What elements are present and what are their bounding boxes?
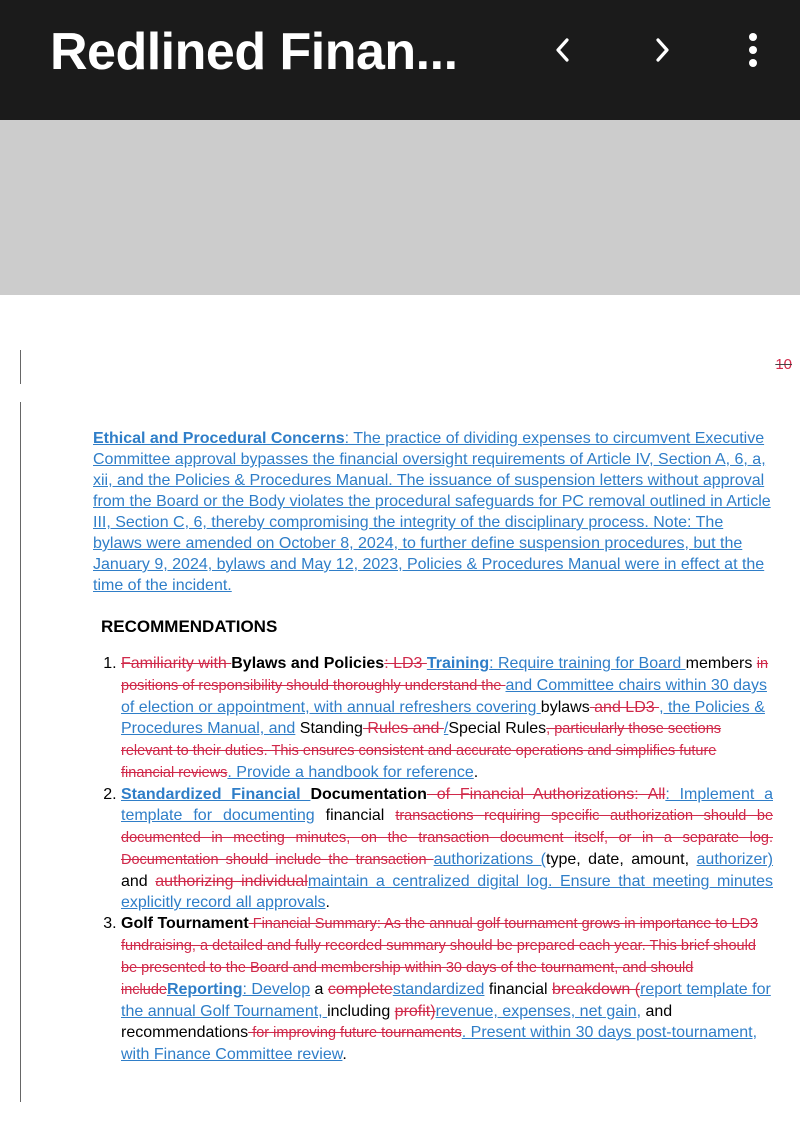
deleted-text: Rules and — [362, 720, 444, 737]
concerns-body: : The practice of dividing expenses to circumvent Executive Committee approval bypasses the financial oversight requirements of Article IV, Section A, 6, a, xii, and the Policies & Procedures Manual. The issuance of suspension letters without approval from the Board or the Body violates the procedural safeguards for PC removal outlined in Article III, Section C, 6, thereby compromising the integrity of the disciplinary process. Note: The bylaws were amended on October 8, 2024, to further define suspension procedures, but the January 9, 2024, bylaws and May 12, 2023, Policies & Procedures Manual were in effect at the time of the incident. — [93, 430, 771, 594]
deleted-text: : LD3 — [384, 655, 427, 672]
change-bar-main — [20, 402, 21, 1102]
recommendation-item-1 — [121, 653, 773, 784]
recommendations-heading: RECOMMENDATIONS — [101, 617, 278, 636]
text: including — [327, 1003, 395, 1020]
chevron-left-icon — [553, 36, 573, 64]
text: and recommendations — [121, 1003, 673, 1041]
next-page-button[interactable] — [642, 28, 682, 72]
change-bar-top — [20, 350, 21, 384]
deleted-text: authorizing individual — [155, 873, 308, 890]
inserted-text: and Committee chairs within 30 days of election or appointment, with annual refreshers covering — [121, 677, 767, 716]
item1-heading: Bylaws and Policies — [231, 655, 385, 672]
inserted-text: report template for the annual Golf Tournament, — [121, 981, 771, 1020]
inserted-text: revenue, expenses, net gain, — [435, 1003, 642, 1020]
inserted-text: authorizations ( — [433, 851, 547, 868]
inserted-text: standardized — [392, 981, 485, 998]
deleted-text: Familiarity with — [121, 655, 232, 672]
deleted-text: transactions requiring specific authorization should be documented in meeting minutes, on the transaction document itself, or in a separate log. Documentation should include the transaction — [121, 808, 774, 868]
text: . — [473, 764, 479, 781]
inserted-heading: Training — [426, 655, 490, 672]
app-header — [0, 0, 800, 120]
inserted-text: maintain a centralized digital log. Ensure that meeting minutes explicitly record all approvals — [121, 873, 773, 911]
text: . — [342, 1046, 347, 1063]
document-body — [93, 428, 773, 1065]
deleted-text: profit) — [394, 1003, 436, 1020]
more-options-button[interactable] — [733, 28, 773, 72]
deleted-text: in positions of responsibility should thoroughly understand the — [121, 656, 769, 694]
deleted-text: breakdown ( — [552, 981, 641, 998]
text: financial — [314, 807, 396, 824]
inserted-text: / — [443, 720, 449, 737]
inserted-text: : Require training for Board — [489, 655, 686, 672]
text: type, date, amount, — [546, 851, 697, 868]
previous-page-button[interactable] — [543, 28, 583, 72]
text: . — [325, 894, 330, 911]
inserted-text: : Implement a template for documenting — [121, 786, 773, 824]
inserted-text: : Develop — [242, 981, 311, 998]
inserted-heading: Reporting — [166, 981, 243, 998]
text: financial — [484, 981, 553, 998]
recommendation-item-3 — [121, 913, 773, 1065]
text: members — [685, 655, 757, 672]
page-number: 10 — [775, 356, 792, 373]
deleted-text: and LD3 — [589, 699, 660, 716]
document-title: Redlined Finan... — [50, 23, 458, 81]
deleted-text: , particularly those sections relevant to their duties. This ensures consistent and accurate operations and simplifies future financial reviews — [121, 721, 722, 781]
inserted-text: authorizer) — [696, 851, 774, 868]
deleted-text: Financial Summary: As the annual golf tournament grows in importance to LD3 fundraising, a detailed and fully recorded summary should be prepared each year. This brief should be presented to the Board and membership within 30 days of the tournament, and should include — [121, 916, 759, 998]
recommendation-item-2 — [121, 784, 773, 913]
chevron-right-icon — [652, 36, 672, 64]
more-vertical-icon — [747, 30, 759, 70]
deleted-text: for improving future tournaments — [248, 1025, 462, 1041]
inserted-text: , the Policies & Procedures Manual, and — [121, 699, 765, 737]
item3-heading: Golf Tournament — [121, 915, 249, 932]
text: Special Rules — [448, 720, 547, 737]
deleted-text: complete — [327, 981, 393, 998]
text: a — [310, 981, 328, 998]
deleted-text: of Financial Authorizations: All — [426, 786, 666, 803]
inserted-heading: Standardized Financial — [121, 786, 311, 803]
inserted-text: . Provide a handbook for reference — [227, 764, 474, 781]
text: bylaws — [540, 699, 590, 716]
page-gap-band — [0, 120, 800, 295]
concerns-heading: Ethical and Procedural Concerns — [93, 430, 345, 447]
recommendations-list — [93, 653, 773, 1065]
text: Standing — [295, 720, 363, 737]
text: and — [121, 873, 156, 890]
inserted-text: . Present within 30 days post-tournament, with Finance Committee review — [121, 1024, 758, 1063]
concerns-paragraph — [93, 428, 773, 596]
item2-heading: Documentation — [310, 786, 427, 803]
